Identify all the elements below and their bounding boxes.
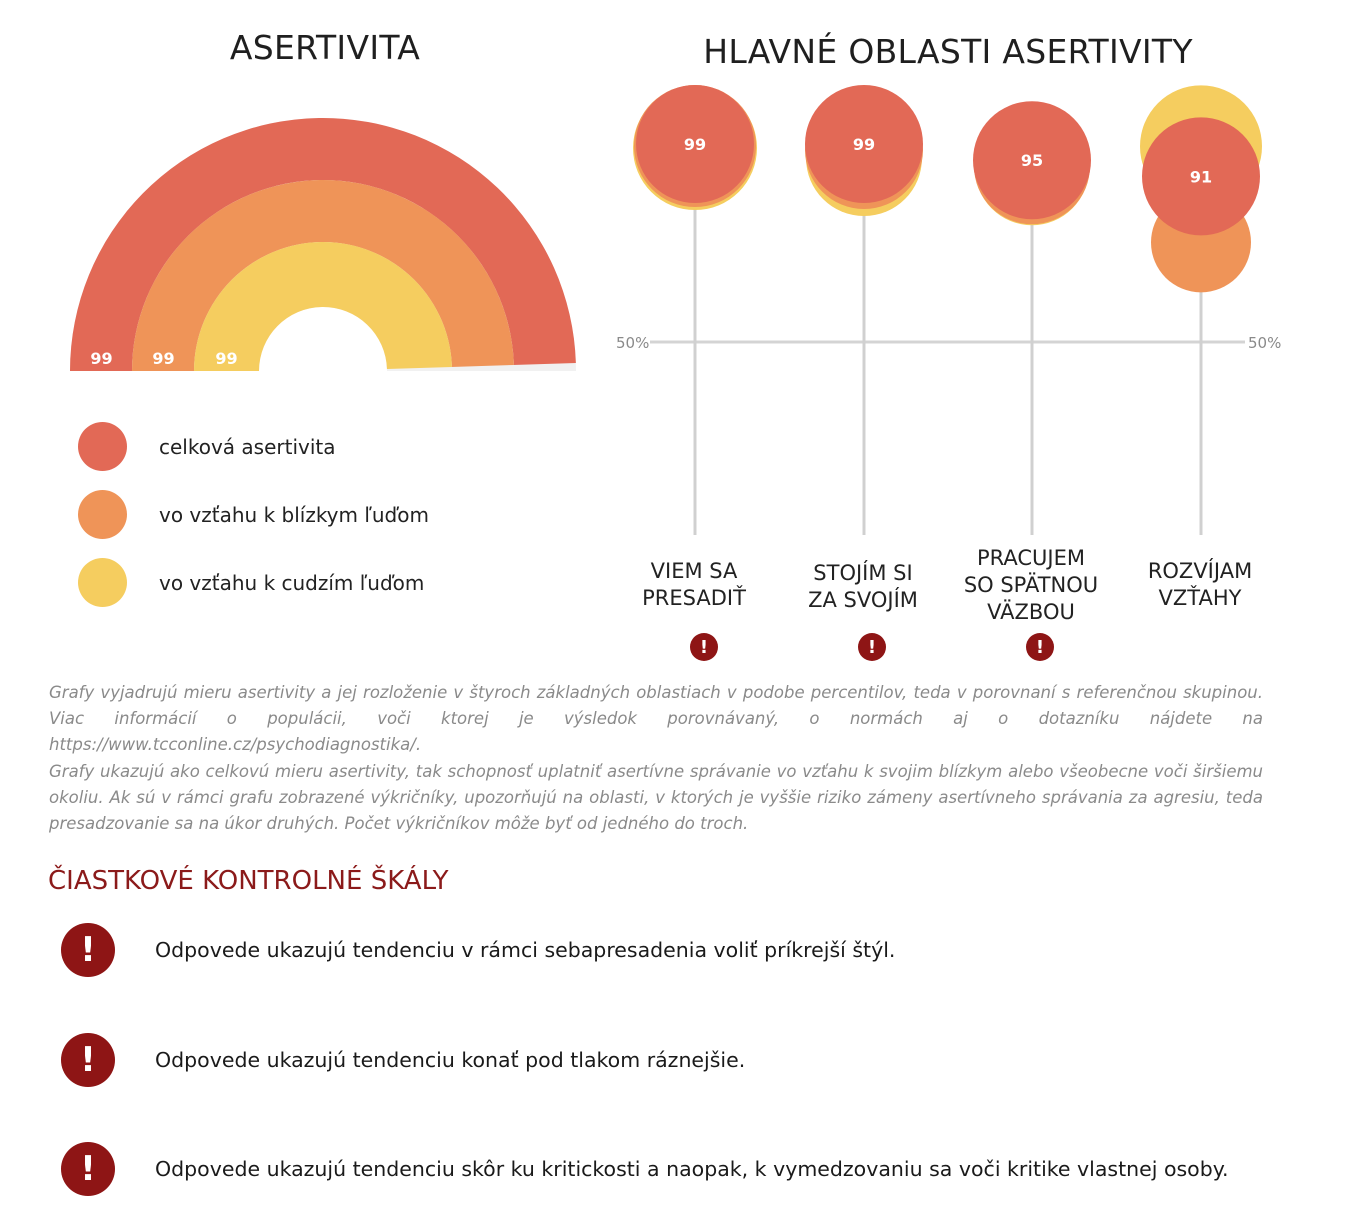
warning-icon: !: [858, 633, 886, 661]
control-scale-text: Odpovede ukazujú tendenciu v rámci sebapresadenia voliť príkrejší štýl.: [155, 938, 896, 962]
control-scale-item: [61, 923, 895, 977]
lollipop-chart: [600, 80, 1320, 550]
control-scale-text: Odpovede ukazujú tendenciu skôr ku kritickosti a naopak, k vymedzovaniu sa voči kritike vlastnej osoby.: [155, 1157, 1229, 1181]
warning-icon: !: [1026, 633, 1054, 661]
legend-item-close: [78, 490, 429, 539]
note-paragraph-2: Grafy ukazujú ako celkovú mieru asertivity, tak schopnosť uplatniť asertívne správanie vo vzťahu k svojim blízkym alebo všeobecne voči širšiemu okoliu. Ak sú v rámci grafu zobrazené výkričníky, upozorňujú na oblasti, v ktorých je vyššie riziko zámeny asertívneho správania za agresiu, teda presadzovanie sa na úkor druhých. Počet výkričníkov môže byť od jedného do troch.: [49, 762, 1263, 833]
bubble-value-label: 91: [1189, 167, 1213, 187]
control-scale-item: [61, 1033, 745, 1087]
legend-label-total: celková asertivita: [159, 434, 336, 459]
warning-icon: !: [61, 1033, 115, 1087]
reference-label-right: 50%: [1248, 334, 1282, 352]
radial-value-label: 99: [90, 349, 113, 368]
legend-swatch-strangers: [78, 558, 127, 607]
legend-label-strangers: vo vzťahu k cudzím ľuďom: [159, 570, 425, 595]
legend-swatch-close: [78, 490, 127, 539]
bubble-value-label: 99: [852, 135, 876, 155]
control-scale-text: Odpovede ukazujú tendenciu konať pod tlakom ráznejšie.: [155, 1048, 746, 1072]
note-paragraph-1: Grafy vyjadrujú mieru asertivity a jej rozloženie v štyroch základných oblastiach v podobe percentilov, teda v porovnaní s referenčnou skupinou. Viac informácií o populácii, voči ktorej je výsledok porovnávaný, o normách aj o dotazníku nájdete na https://www.tcconline.cz/psychodiagnostika/.: [49, 683, 1263, 754]
legend-item-strangers: [78, 558, 424, 607]
legend-swatch-total: [78, 422, 127, 471]
radial-chart-title: ASERTIVITA: [229, 28, 421, 67]
category-label-rozvijam-vztahy: ROZVÍJAM VZŤAHY: [1147, 559, 1253, 610]
bubble-value-label: 95: [1020, 151, 1044, 171]
radial-value-label: 99: [152, 349, 175, 368]
legend-label-close: vo vzťahu k blízkym ľuďom: [159, 502, 429, 527]
control-scale-item: [61, 1142, 1228, 1196]
lollipop-chart-title: HLAVNÉ OBLASTI ASERTIVITY: [703, 32, 1193, 71]
radial-value-label: 99: [215, 349, 238, 368]
warning-icon: !: [61, 923, 115, 977]
control-scales-title: ČIASTKOVÉ KONTROLNÉ ŠKÁLY: [48, 866, 449, 896]
warning-icon: !: [690, 633, 718, 661]
category-label-viem-sa-presadit: VIEM SA PRESADIŤ: [642, 559, 746, 610]
category-label-stojim-si-za-svojim: STOJÍM SI ZA SVOJÍM: [808, 561, 918, 612]
radial-bar-chart: [0, 0, 620, 400]
legend-item-total: [78, 422, 336, 471]
category-label-pracujem-so-spatnou-vazbou: PRACUJEM SO SPÄTNOU VÄZBOU: [963, 546, 1099, 624]
warning-icon: !: [61, 1142, 115, 1196]
bubble-value-label: 99: [683, 135, 707, 155]
reference-label-left: 50%: [616, 334, 650, 352]
